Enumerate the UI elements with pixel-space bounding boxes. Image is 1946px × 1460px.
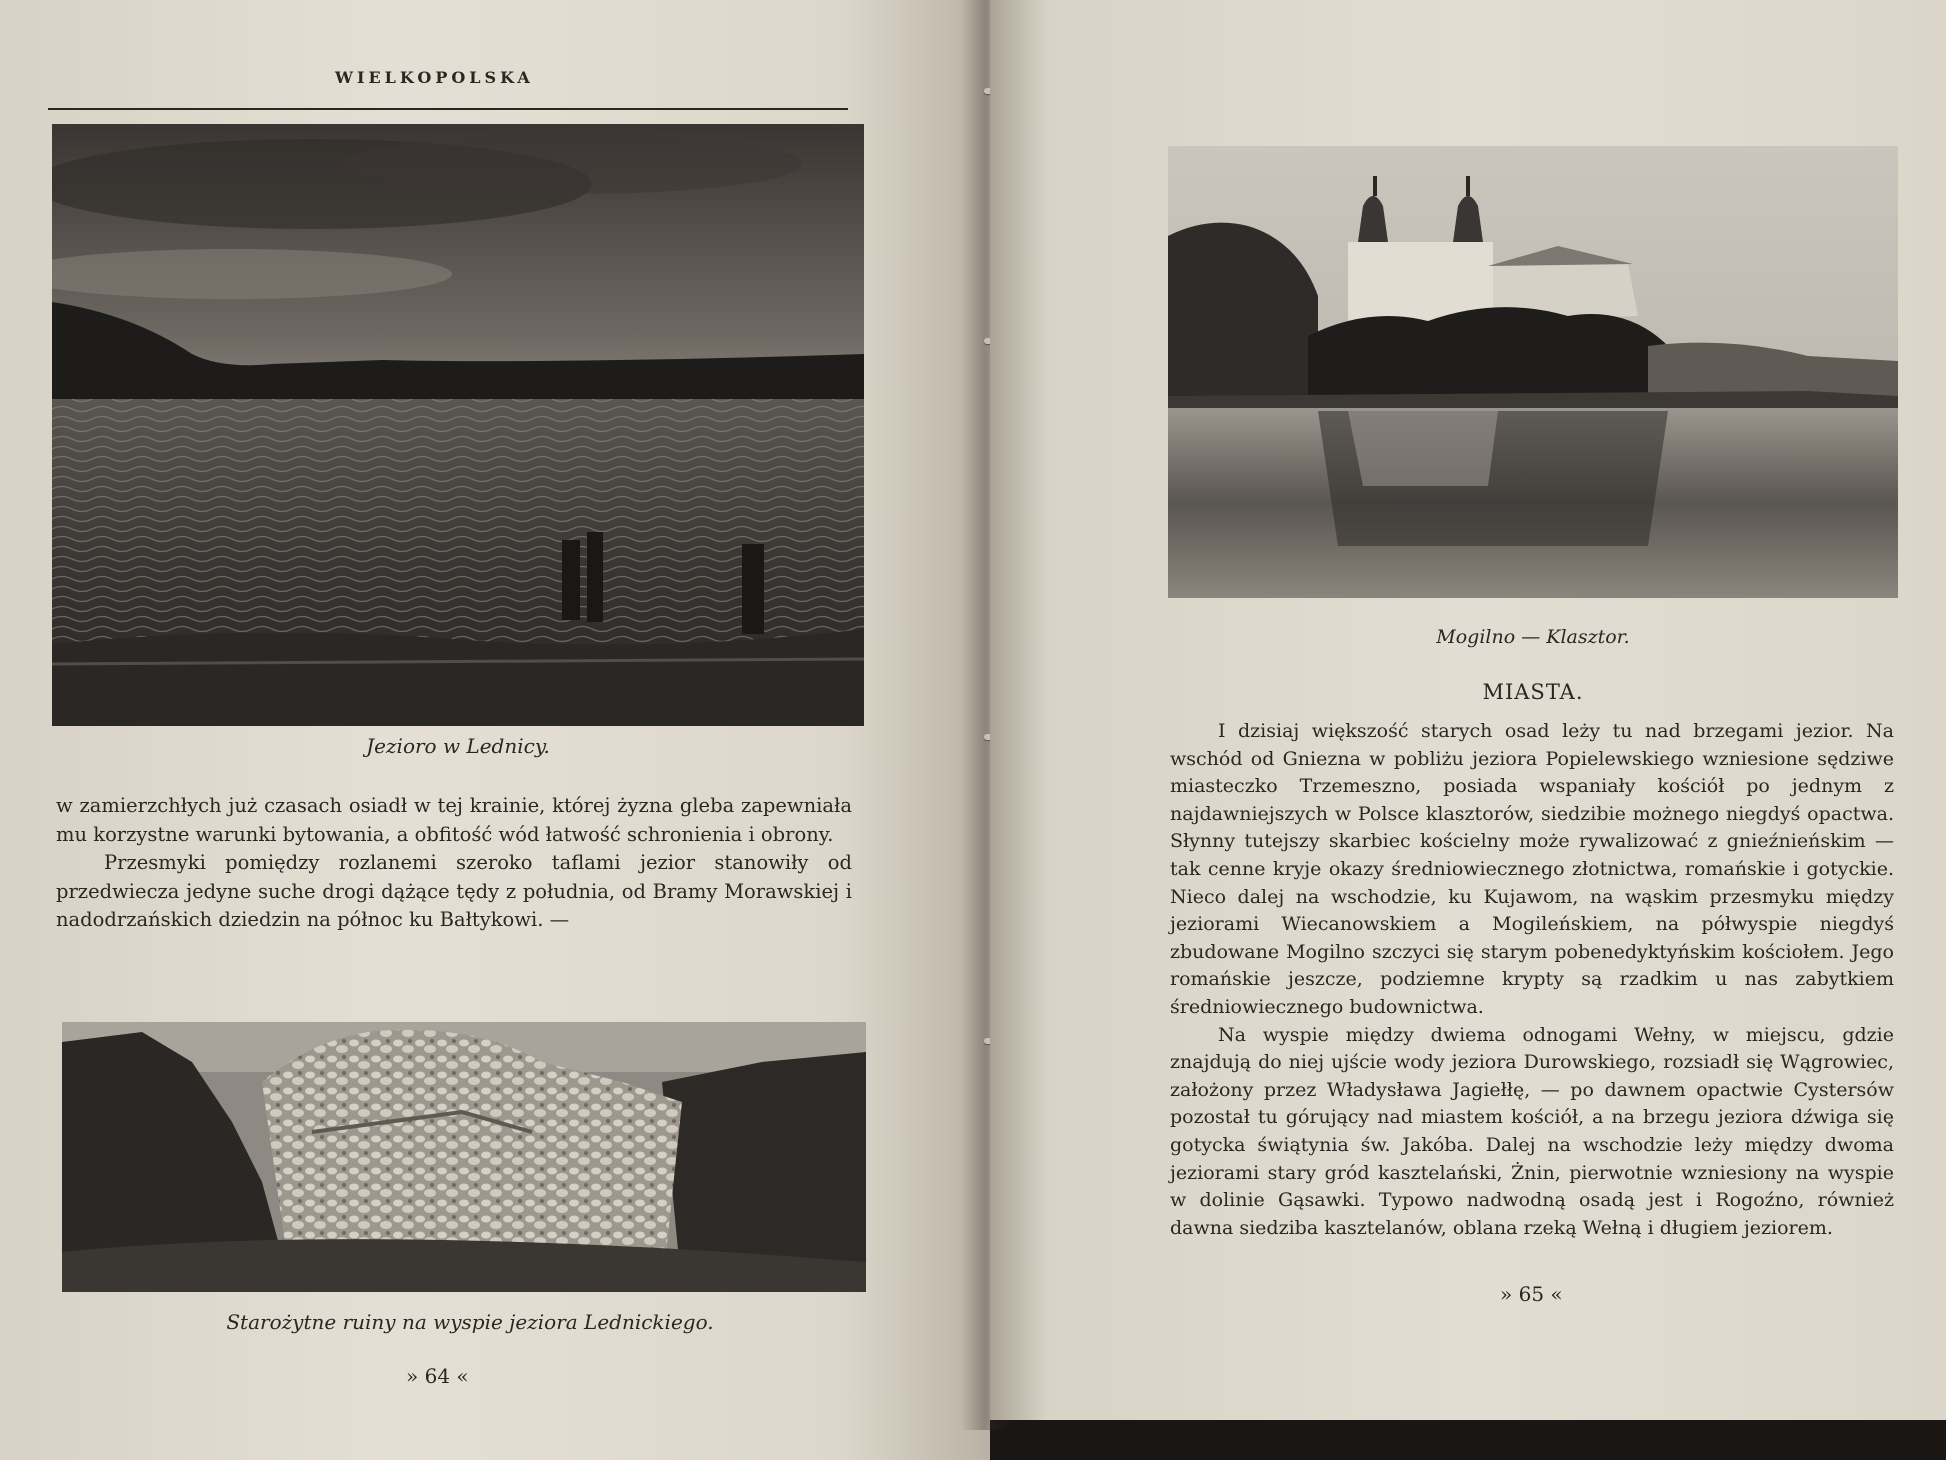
photo-lake-lednica [52, 124, 864, 726]
monastery-photo-image [1168, 146, 1898, 598]
right-paragraph-1: I dzisiaj większość starych osad leży tu nad brzegami jezior. Na wschód od Gniezna w pobliżu jeziora Popielewskiego wzniesione sędziwe miasteczko Trzemeszno, posiada wspaniały kościół po jednym z najdawniejszych w Polsce klasztorów, siedzibie możnego niegdyś opactwa. Słynny tutejszy skarbiec kościelny może rywalizować z gnieźnieńskim — tak cenne kryje okazy średniowiecznego złotnictwa, romańskie i gotyckie. Nieco dalej na wschodzie, ku Kujawom, na wąskim przesmyku między jeziorami Wiecanowskiem a Mogileńskiem, na półwyspie niegdyś zbudowane Mogilno szczyci się starym pobenedyktyńskim kościołem. Jego romańskie jeszcze, podziemne krypty są rzadkim u nas zabytkiem średniowiecznego budownictwa. [1170, 720, 1894, 1018]
left-paragraph-2: Przesmyki pomiędzy rozlanemi szeroko taflami jezior stanowiły od przedwiecza jedyne suche drogi dążące tędy z południa, od Bramy Morawskiej i nadodrzańskich dziedzin na północ ku Bałtykowi. — [56, 851, 852, 931]
photo-lake-caption: Jezioro w Lednicy. [366, 734, 550, 758]
right-body-text [1170, 718, 1894, 1242]
left-folio: » 64 « [406, 1364, 469, 1388]
ruins-photo-image [62, 1022, 866, 1292]
left-body-text [56, 792, 852, 935]
photo-ruins-lednica [62, 1022, 866, 1292]
lake-photo-image [52, 124, 864, 726]
photo-mogilno-monastery [1168, 146, 1898, 598]
right-paragraph-2: Na wyspie między dwiema odnogami Wełny, w miejscu, gdzie znajdują do niej ujście wody jeziora Durowskiego, rozsiadł się Wągrowiec, założony przez Władysława Jagiełłę, — po dawnem opactwie Cystersów pozostał tu górujący nad miastem kościół, a na brzegu jeziora dźwiga się gotycka świątynia św. Jakóba. Dalej na wschodzie leży między dwoma jeziorami stary gród kasztelański, Żnin, pierwotnie wzniesiony na wyspie w dolinie Gąsawki. Typowo nadwodną osadą jest i Rogoźno, również dawna siedziba kasztelanów, oblana rzeką Wełną i długiem jeziorem. [1170, 1023, 1894, 1239]
left-paragraph-1: w zamierzchłych już czasach osiadł w tej krainie, której żyzna gleba zapewniała mu korzystne warunki bytowania, a obfitość wód łatwość schronienia i obrony. [56, 794, 852, 846]
section-title-miasta: MIASTA. [1482, 680, 1584, 704]
running-head: WIELKOPOLSKA [335, 68, 534, 87]
photo-ruins-caption: Starożytne ruiny na wyspie jeziora Lednickiego. [226, 1310, 714, 1334]
right-page [990, 0, 1946, 1420]
right-folio: » 65 « [1500, 1282, 1563, 1306]
photo-mogilno-caption: Mogilno — Klasztor. [1436, 626, 1630, 648]
head-rule [48, 108, 848, 110]
